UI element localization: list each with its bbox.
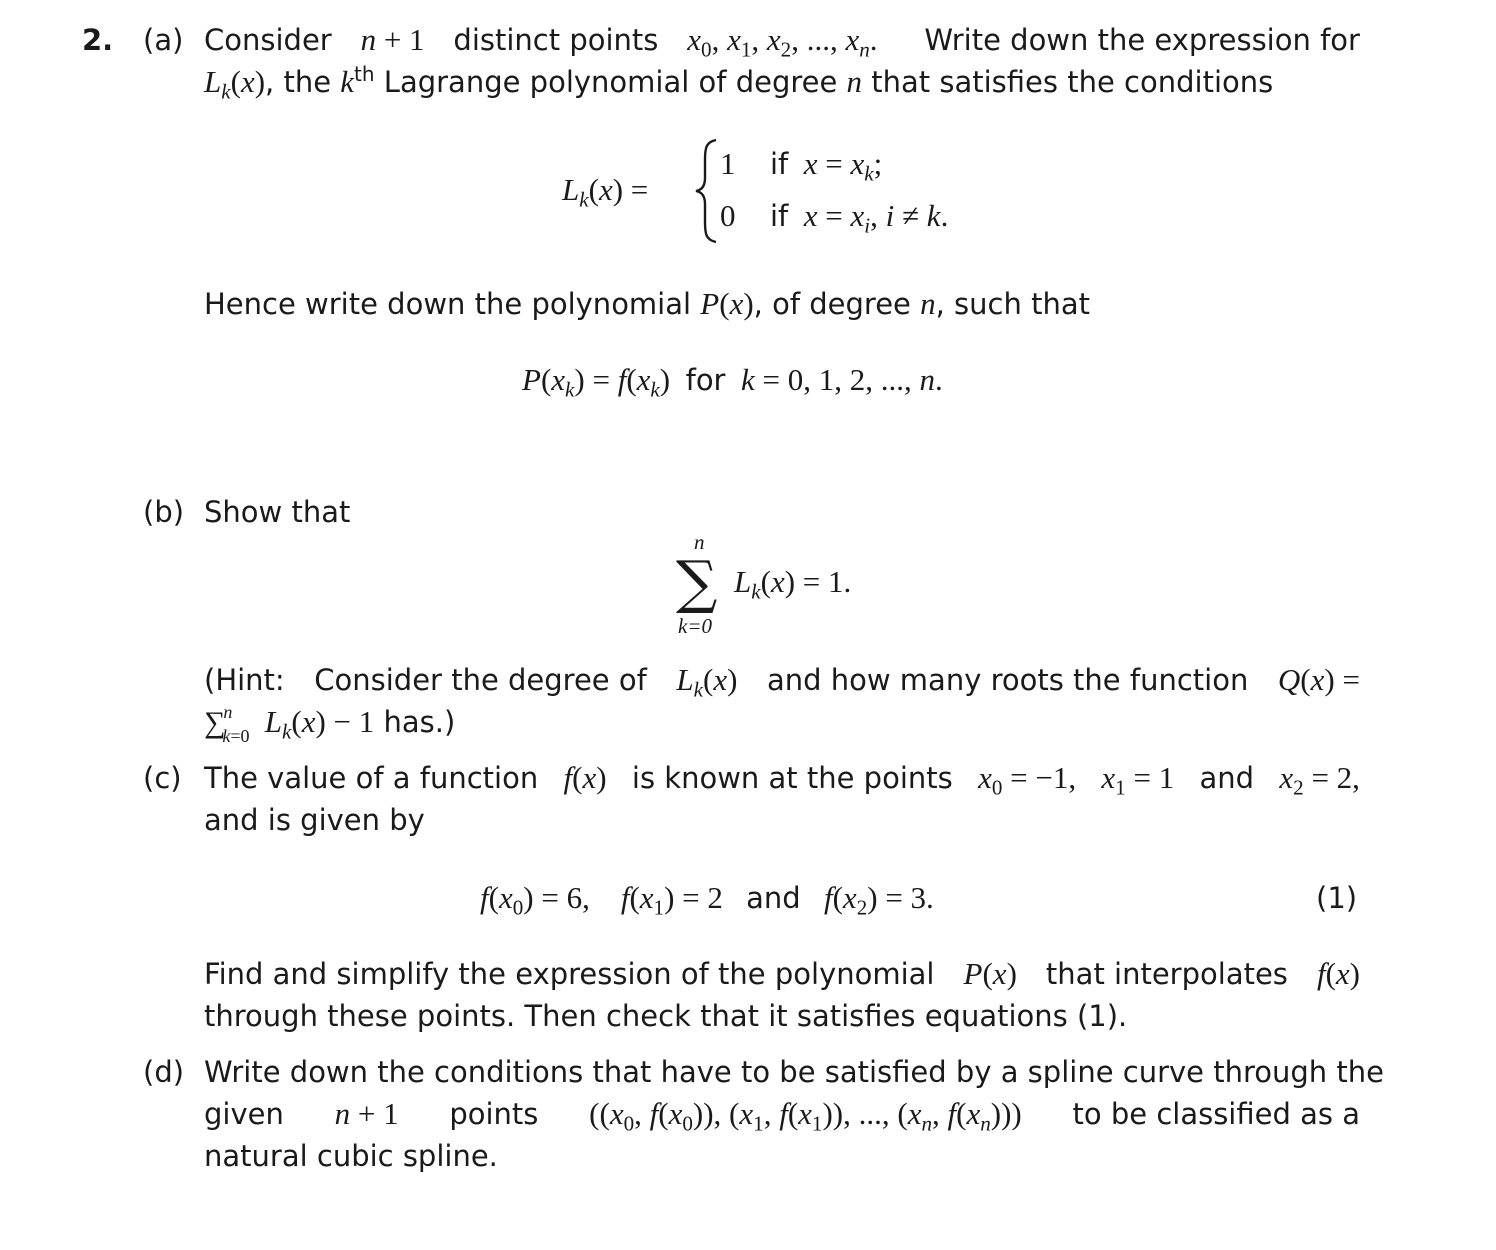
left-brace-icon [694, 138, 720, 244]
part-d-label: (d) [143, 1055, 185, 1089]
interpolation-condition: $P(x_k) = f(x_k)$ for k = 0, 1, 2, ..., n. [522, 362, 943, 402]
point-x0: $x_0 = -1$, [978, 760, 1077, 800]
part-a-th-superscript: th [354, 62, 375, 86]
part-a-piecewise-lhs: $L_k(x)$ = [562, 172, 649, 212]
point-x2: $x_2 = 2$, [1279, 760, 1360, 800]
part-c-find-line-1: Find and simplify the expression of the polynomial P(x) that interpolates f(x) [204, 956, 1360, 991]
part-a-distinct-points: distinct points [453, 23, 659, 57]
part-a-label: (a) [143, 23, 184, 57]
sum-lower-limit: k=0 [678, 614, 712, 638]
part-a-line-1 [204, 20, 1360, 60]
part-b-hint-line-2: ∑$^n_{k=0}$ $L_k(x) - 1$ has.) [204, 702, 456, 746]
part-c-line-1: The value of a function f(x) is known at the points $x_0 = -1$, $x_1 = 1$ and $x_2 = 2$, [204, 760, 1360, 800]
part-a-point-list: $x_0$, $x_1$, $x_2$, ..., $x_n$. [687, 22, 878, 62]
point-x1: $x_1 = 1$ [1101, 760, 1175, 800]
part-d-line-1: Write down the conditions that have to be satisfied by a spline curve through the [204, 1055, 1384, 1089]
part-d-line-3: natural cubic spline. [204, 1139, 498, 1173]
equation-1: $f(x_0) = 6$, $f(x_1) = 2$ and $f(x_2) = 3$. [480, 880, 934, 920]
part-a-line-2: $L_k(x)$, the $k^{th}$ Lagrange polynomial of degree n that satisfies the conditions [204, 62, 1274, 104]
part-b-hint-line-1: (Hint: Consider the degree of $L_k(x)$ and how many roots the function Q(x) = [204, 662, 1360, 702]
part-c-line-2: and is given by [204, 803, 425, 837]
part-c-label: (c) [143, 761, 182, 795]
part-c-find-line-2: through these points. Then check that it satisfies equations (1). [204, 999, 1128, 1033]
sum-upper-limit: n [694, 530, 705, 554]
sum-expression: $L_k(x) = 1$. [734, 564, 852, 604]
spline-point-list: (($x_0$, $f(x_0)$), ($x_1$, $f(x_1)$), ..., ($x_n$, $f(x_n)$)) [589, 1096, 1022, 1136]
part-a-write-down: Write down the expression for [924, 23, 1360, 57]
case-1-condition: if $x = x_k$; [770, 146, 883, 186]
part-a-consider: Consider [204, 23, 332, 57]
summation-icon: ∑ [676, 548, 718, 616]
equation-number: (1) [1316, 881, 1358, 915]
part-b-show-that: Show that [204, 495, 351, 529]
part-a-lk-symbol: $L_k(x)$ [204, 64, 266, 104]
case-2-condition: if $x = x_i$, i ≠ k. [770, 198, 949, 238]
part-a-n-plus-one: n + 1 [360, 22, 425, 57]
case-2-value: 0 [720, 198, 736, 233]
part-a-hence-line: Hence write down the polynomial P(x), of degree n, such that [204, 286, 1090, 321]
question-number: 2. [82, 23, 114, 57]
part-b-label: (b) [143, 495, 185, 529]
part-d-line-2: given n + 1 points (($x_0$, $f(x_0)$), ($x_1$, $f(x_1)$), ..., ($x_n$, $f(x_n)$)) to be classified as a [204, 1096, 1360, 1136]
case-1-value: 1 [720, 146, 736, 181]
p-of-x: P(x) [700, 286, 754, 321]
